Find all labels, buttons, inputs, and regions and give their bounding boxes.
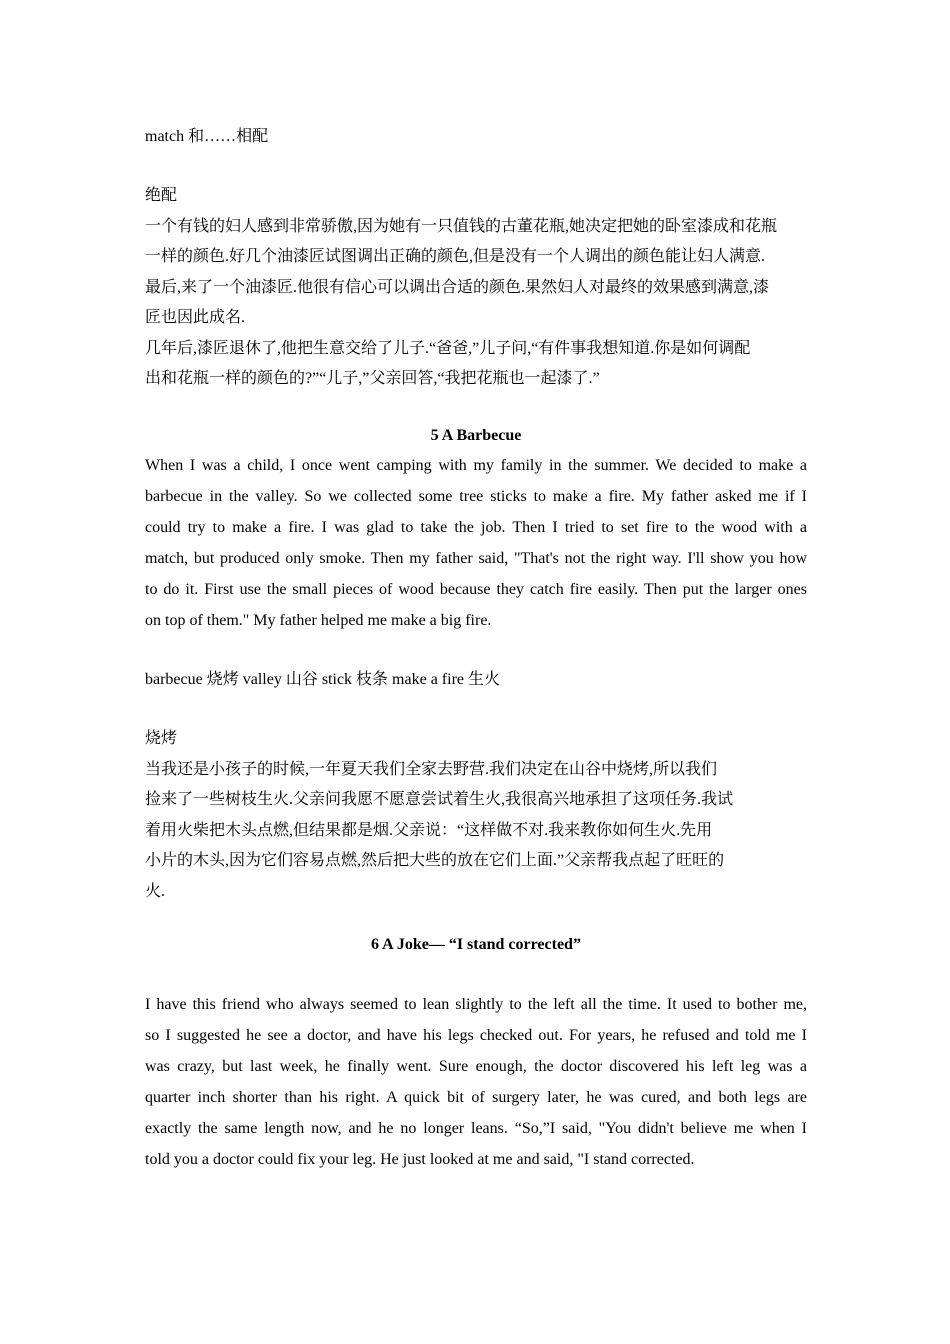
story6-en-line: was crazy, but last week, he finally went. Sure enough, the doctor discovered his left leg was a — [145, 1058, 807, 1075]
story6-heading: 6 A Joke— “I stand corrected” — [371, 936, 581, 953]
story4-chinese — [145, 181, 807, 395]
story5-heading: 5 A Barbecue — [430, 427, 522, 444]
story6-en-line: so I suggested he see a doctor, and have his legs checked out. For years, he refused and told me I — [145, 1027, 807, 1044]
story5-zh-title: 烧烤 — [145, 730, 178, 747]
story5-zh-line: 小片的木头,因为它们容易点燃,然后把大些的放在它们上面.”父亲帮我点起了旺旺的 — [145, 852, 725, 869]
story5-en-line: on top of them." My father helped me make a big fire. — [145, 612, 492, 629]
story5-zh-line: 捡来了一些树枝生火.父亲问我愿不愿意尝试着生火,我很高兴地承担了这项任务.我试 — [145, 791, 734, 808]
story5-en-line: could try to make a fire. I was glad to take the job. Then I tried to set fire to the wood with a — [145, 519, 807, 536]
story5-zh-line: 火. — [145, 882, 166, 900]
vocab-match: match 和……相配 — [145, 128, 269, 145]
story4-zh-line: 匠也因此成名. — [145, 309, 246, 326]
story5-zh-line: 着用火柴把木头点燃,但结果都是烟.父亲说：“这样做不对.我来教你如何生火.先用 — [145, 821, 713, 839]
story4-zh-title: 绝配 — [145, 187, 178, 204]
story5-chinese — [145, 724, 807, 907]
story6-en-line: exactly the same length now, and he no longer leans. “So,”I said, "You didn't believe me when I — [145, 1120, 807, 1137]
story6-en-line: quarter inch shorter than his right. A quick bit of surgery later, he was cured, and both legs are — [145, 1089, 807, 1106]
story5-en-line: When I was a child, I once went camping with my family in the summer. We decided to make a — [145, 457, 807, 474]
story5-english — [145, 450, 807, 636]
story4-zh-line: 一个有钱的妇人感到非常骄傲,因为她有一只值钱的古董花瓶,她决定把她的卧室漆成和花瓶 — [145, 217, 778, 235]
story6-en-line: I have this friend who always seemed to lean slightly to the left all the time. It used to bother me, — [145, 996, 807, 1013]
story5-zh-line: 当我还是小孩子的时候,一年夏天我们全家去野营.我们决定在山谷中烧烤,所以我们 — [145, 760, 718, 778]
document-page — [145, 0, 807, 1344]
story6-en-line: told you a doctor could fix your leg. He just looked at me and said, "I stand corrected. — [145, 1151, 695, 1168]
story5-en-line: barbecue in the valley. So we collected some tree sticks to make a fire. My father asked me if I — [145, 488, 807, 505]
story4-zh-line: 出和花瓶一样的颜色的?”“儿子,”父亲回答,“我把花瓶也一起漆了.” — [145, 370, 600, 387]
story5-vocab: barbecue 烧烤 valley 山谷 stick 枝条 make a fire 生火 — [145, 671, 501, 688]
story5-en-line: to do it. First use the small pieces of wood because they catch fire easily. Then put the larger ones — [145, 581, 807, 598]
story4-zh-line: 一样的颜色.好几个油漆匠试图调出正确的颜色,但是没有一个人调出的颜色能让妇人满意. — [145, 248, 766, 265]
story5-en-line: match, but produced only smoke. Then my father said, "That's not the right way. I'll show you how — [145, 550, 807, 567]
story6-english — [145, 989, 807, 1175]
story4-zh-line: 几年后,漆匠退休了,他把生意交给了儿子.“爸爸,”儿子问,“有件事我想知道.你是如何调配 — [145, 339, 751, 357]
story4-zh-line: 最后,来了一个油漆匠.他很有信心可以调出合适的颜色.果然妇人对最终的效果感到满意,漆 — [145, 278, 770, 296]
